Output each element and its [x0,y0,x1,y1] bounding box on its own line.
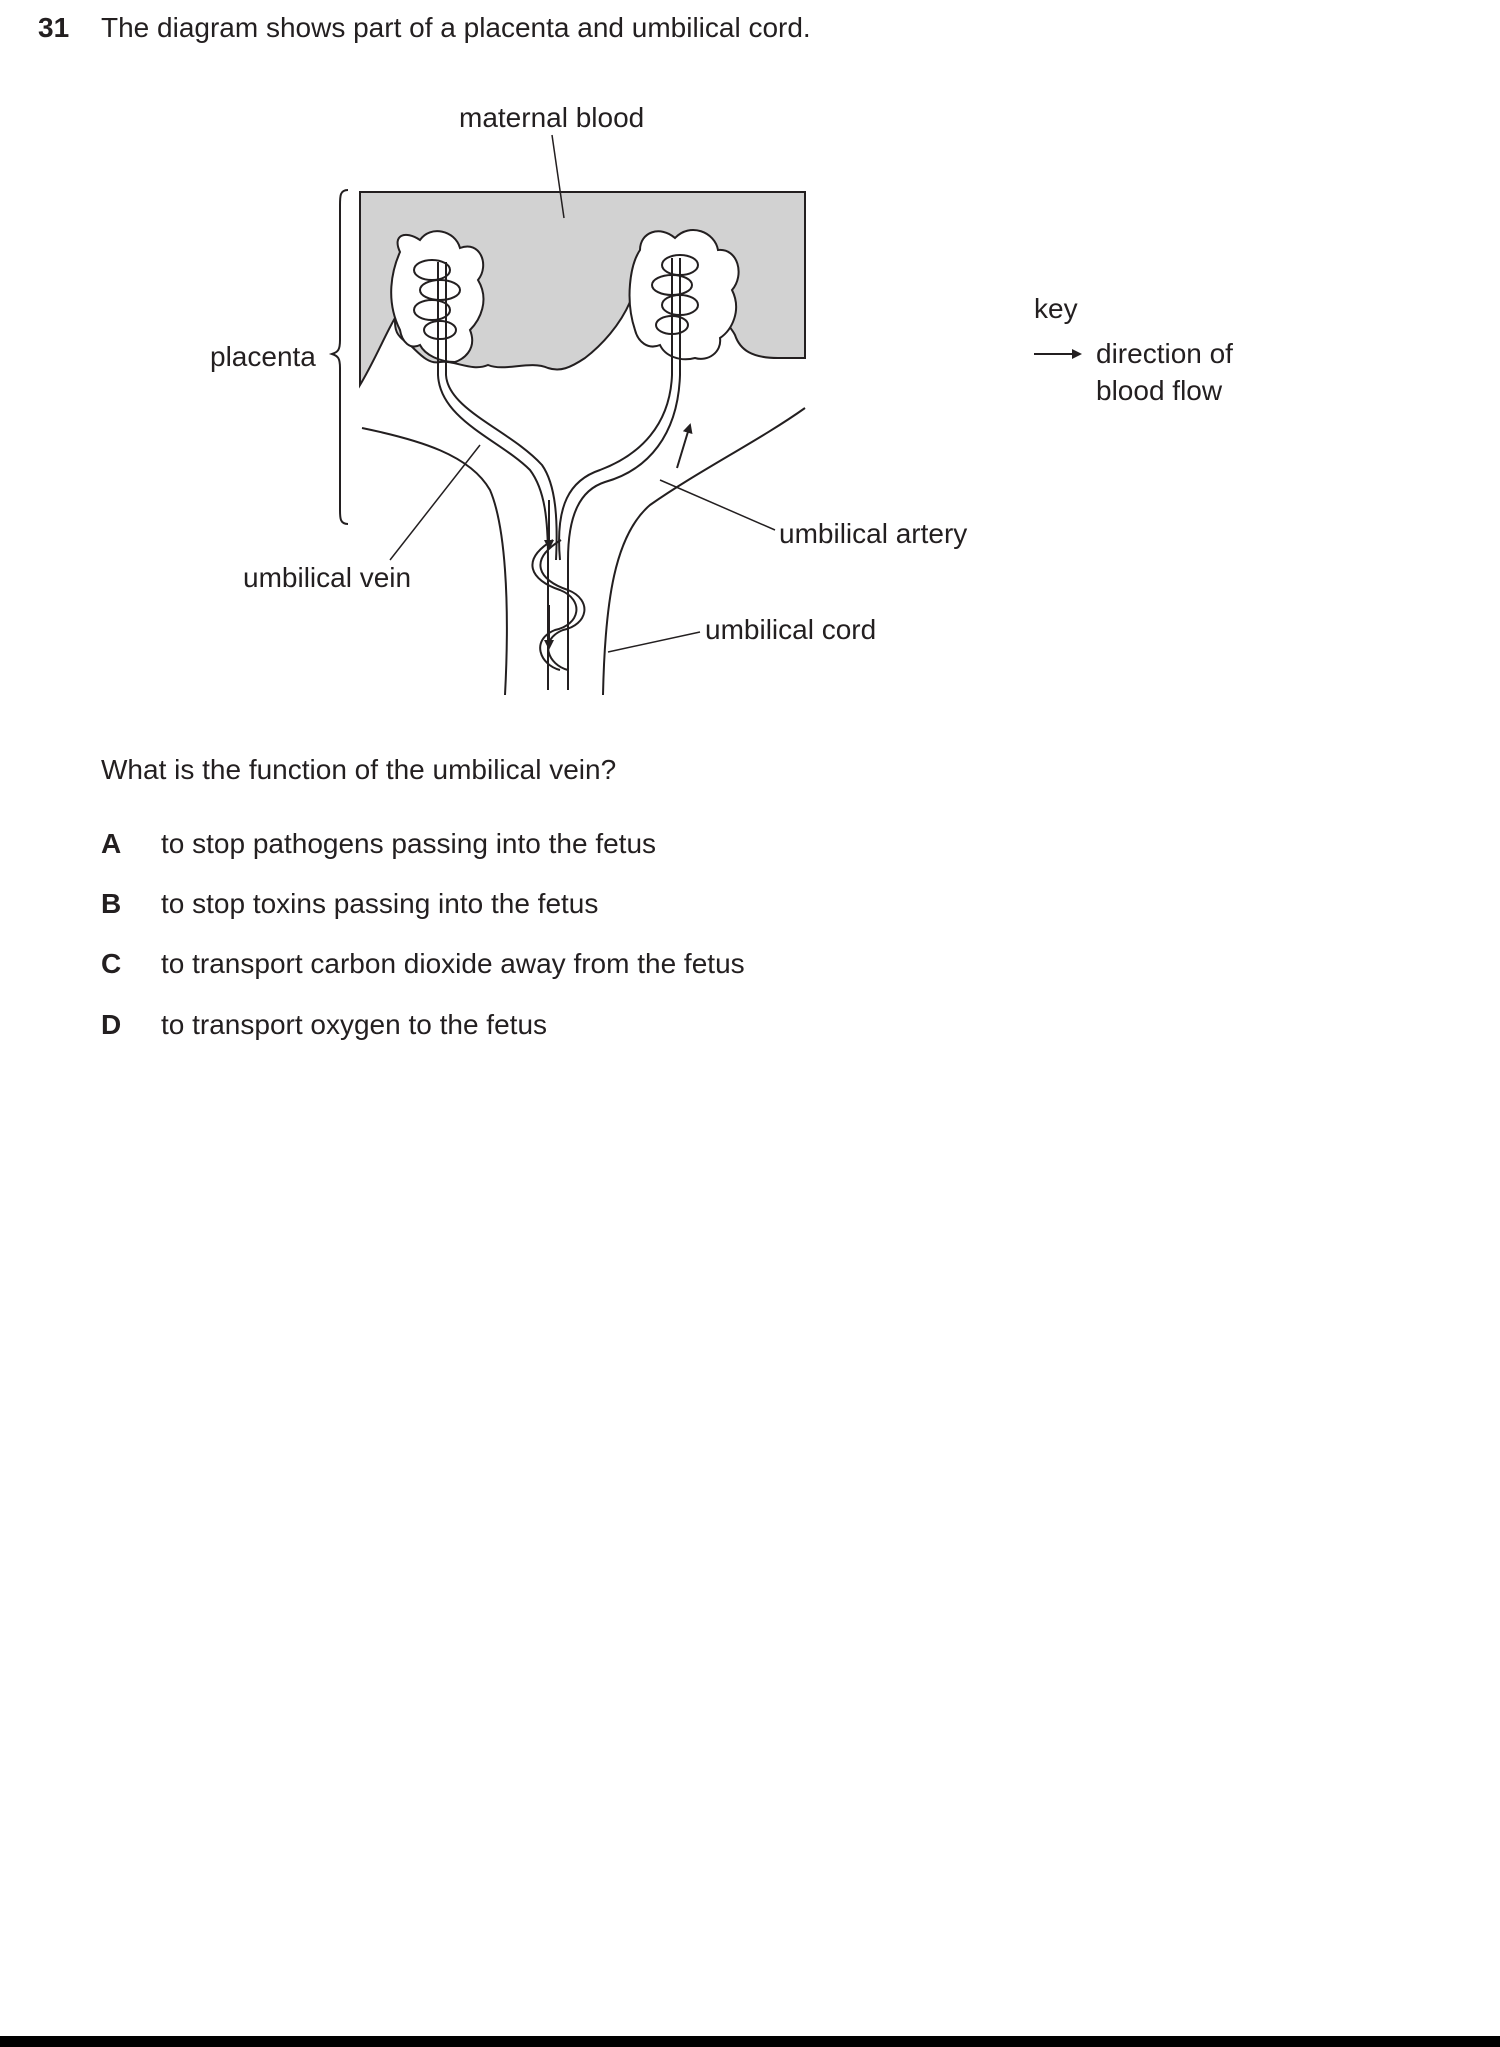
option-letter: A [101,828,122,859]
label-umbilical-vein: umbilical vein [243,562,412,593]
option-letter: C [101,948,122,979]
option-letter: B [101,888,122,919]
leader-umbilical-artery [660,480,775,530]
option-text: to stop toxins passing into the fetus [161,888,599,919]
label-umbilical-artery: umbilical artery [779,518,968,549]
flow-arrow-artery [677,425,690,468]
option-letter: D [101,1009,122,1040]
umbilical-vessels [438,375,680,690]
option-b[interactable] [101,888,598,920]
question-prompt: What is the function of the umbilical vein? [101,754,617,785]
key-title: key [1034,293,1078,324]
placenta-diagram [0,0,1500,720]
option-text: to transport carbon dioxide away from the fetus [161,948,745,979]
question-number: 31 [38,12,70,43]
option-a[interactable] [101,828,656,860]
option-text: to transport oxygen to the fetus [161,1009,548,1040]
question-stem: The diagram shows part of a placenta and umbilical cord. [101,12,811,43]
option-text: to stop pathogens passing into the fetus [161,828,657,859]
option-d[interactable] [101,1009,547,1041]
leader-umbilical-cord [608,632,700,652]
footer-bar [0,2036,1500,2047]
label-placenta: placenta [210,341,316,372]
key-label-line2: blood flow [1096,375,1223,406]
placenta-brace [332,190,348,524]
option-c[interactable] [101,948,745,980]
leader-umbilical-vein [390,445,480,560]
label-umbilical-cord: umbilical cord [705,614,877,645]
label-maternal-blood: maternal blood [459,102,645,133]
key-label-line1: direction of [1096,338,1233,369]
